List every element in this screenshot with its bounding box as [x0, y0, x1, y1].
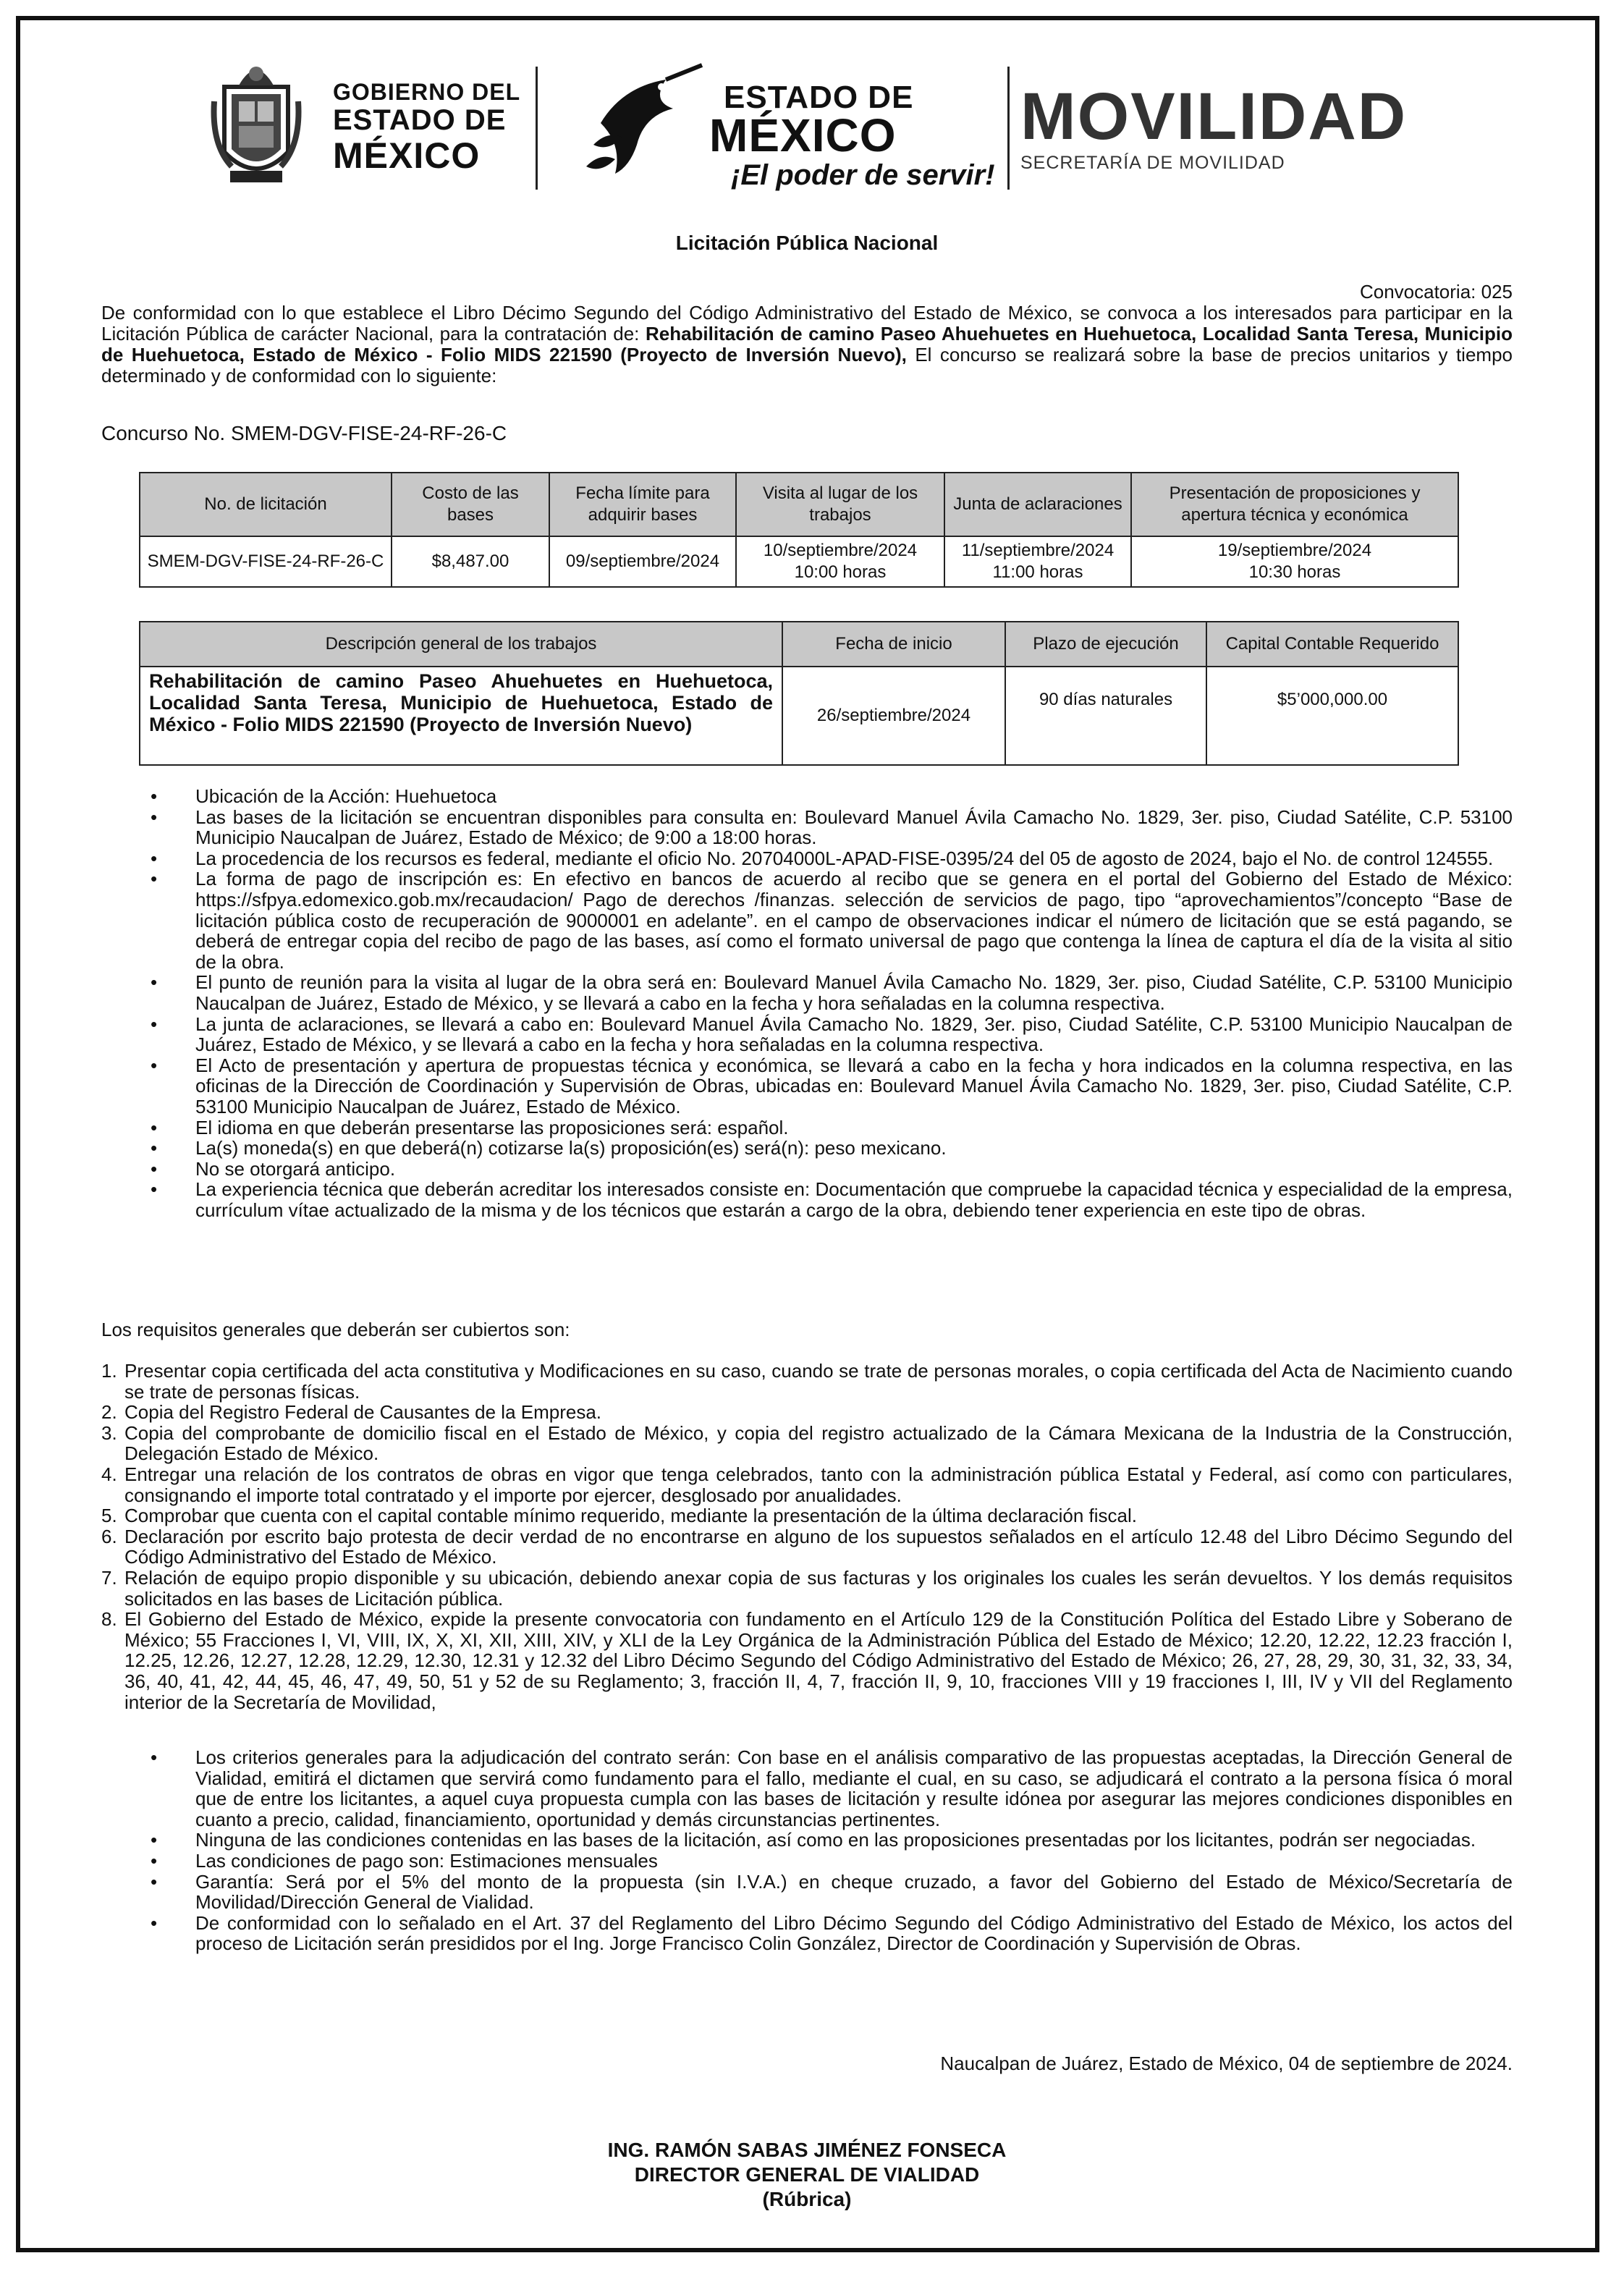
- requirement-number: 2.: [101, 1401, 117, 1424]
- requirement-item: [101, 1361, 1513, 1402]
- requirements-list: [101, 1361, 1513, 1712]
- cell-numero: SMEM-DGV-FISE-24-RF-26-C: [140, 536, 392, 587]
- requirement-number: 5.: [101, 1505, 117, 1527]
- requirement-text: El Gobierno del Estado de México, expide la presente convocatoria con fundamento en el Artículo 129 de la Constitución Política del Estado Libre y Soberano de México; 55 Fracciones I, VI, VIII, IX, X, XI, XII, XIII, XIV, y XLI de la Ley Orgánica de la Administración Pública del Estado de México; 12.20, 12.22, 12.23 fracción I, 12.25, 12.26, 12.27, 12.28, 12.29, 12.30, 12.31 y 12.32 del Libro Décimo Segundo del Código Administrativo del Estado de México; 26, 27, 28, 29, 30, 31, 32, 33, 34, 36, 40, 41, 42, 44, 45, 46, 47, 49, 50, 51 y 52 de su Reglamento; 3, fracción II, 4, 7, fracción II, 9, 10, fracciones VIII y 19 fracciones I, III, IV y VII del Reglamento interior de la Secretaría de Movilidad,: [124, 1608, 1513, 1713]
- movilidad-logo: [1020, 80, 1408, 174]
- table-row: [140, 667, 1458, 765]
- list-item: • No se otorgará anticipo.: [101, 1159, 1513, 1180]
- list-item: • Ubicación de la Acción: Huehuetoca: [101, 786, 1513, 807]
- list-item: • El idioma en que deberán presentarse las proposiciones será: español.: [101, 1117, 1513, 1138]
- junta-hora: 11:00 horas: [992, 562, 1083, 582]
- hummingbird-icon: [586, 58, 709, 181]
- header-visita: Visita al lugar de los trabajos: [736, 473, 944, 536]
- requirement-text: Copia del Registro Federal de Causantes de la Empresa.: [124, 1401, 602, 1424]
- cell-capital: $5’000,000.00: [1206, 667, 1458, 765]
- header-numero: No. de licitación: [140, 473, 392, 536]
- table-header-row: [140, 473, 1458, 536]
- list-item: • Los criterios generales para la adjudicación del contrato serán: Con base en el análisis comparativo de las propuestas aceptadas, la Dirección General de Vialidad, emitirá el dictamen que servirá como fundamento para el fallo, mediante el cual, en su caso, se adjudicará el contrato a la persona física ó moral que de entre los licitantes, a aquel cuya propuesta cumpla con las bases de licitación y resulte idónea por asegurar las mejores condiciones disponibles en cuanto a precio, calidad, financiamiento, oportunidad y demás circunstancias pertinentes.: [101, 1747, 1513, 1830]
- visita-hora: 10:00 horas: [794, 562, 887, 582]
- gobierno-line-2: ESTADO DE: [333, 103, 507, 136]
- state-seal-logo: [210, 58, 303, 185]
- document-title: Licitación Pública Nacional: [675, 232, 939, 254]
- gobierno-line-1: GOBIERNO DEL: [333, 79, 521, 105]
- requirement-text: Entregar una relación de los contratos de obras en vigor que tenga celebrados, tanto con la administración pública Estatal y Federal, así como con particulares, consignando el importe total contratado y el importe por ejercer, desglosado por anualidades.: [124, 1463, 1513, 1506]
- header-plazo: Plazo de ejecución: [1005, 622, 1206, 667]
- cell-junta: [944, 536, 1131, 587]
- requirement-text: Relación de equipo propio disponible y su ubicación, debiendo anexar copia de sus facturas y los originales los cuales les serán devueltos. Y los demás requisitos solicitados en las bases de Licitación pública.: [124, 1566, 1513, 1610]
- list-item: • Garantía: Será por el 5% del monto de la propuesta (sin I.V.A.) en cheque cruzado, a favor del Gobierno del Estado de México/Secretaría de Movilidad/Dirección General de Vialidad.: [101, 1872, 1513, 1913]
- requirement-item: [101, 1609, 1513, 1712]
- requirements-heading: Los requisitos generales que deberán ser cubiertos son:: [101, 1319, 570, 1340]
- requirement-text: Comprobar que cuenta con el capital contable mínimo requerido, mediante la presentación de la última declaración fiscal.: [124, 1505, 1138, 1527]
- table-row: [140, 536, 1458, 587]
- list-item: • La(s) moneda(s) en que deberá(n) cotizarse la(s) proposición(es) será(n): peso mexicano.: [101, 1138, 1513, 1159]
- requirement-item: [101, 1568, 1513, 1609]
- cell-fecha-inicio: 26/septiembre/2024: [782, 667, 1005, 765]
- presentacion-fecha: 19/septiembre/2024: [1217, 541, 1372, 560]
- cell-fecha-limite: 09/septiembre/2024: [549, 536, 736, 587]
- signer-name: ING. RAMÓN SABAS JIMÉNEZ FONSECA: [607, 2139, 1007, 2161]
- licitacion-table: [139, 472, 1459, 588]
- header-divider-2: [1007, 67, 1010, 190]
- list-item: • El Acto de presentación y apertura de propuestas técnica y económica, se llevará a cabo en la fecha y hora indicados en la columna respectiva, en las oficinas de la Dirección de Coordinación y Supervisión de Obras, ubicadas en: Boulevard Manuel Ávila Camacho No. 1829, 3er. piso, Ciudad Satélite, C.P. 53100 Municipio Naucalpan de Juárez, Estado de México.: [101, 1055, 1513, 1117]
- list-item: • De conformidad con lo señalado en el Art. 37 del Reglamento del Libro Décimo Segundo del Código Administrativo del Estado de México, los actos del proceso de Licitación serán presididos por el Ing. Jorge Francisco Colin González, Director de Coordinación y Supervisión de Obras.: [101, 1913, 1513, 1954]
- list-item: • El punto de reunión para la visita al lugar de la obra será en: Boulevard Manuel Ávila Camacho No. 1829, 3er. piso, Ciudad Satélite, C.P. 53100 Municipio Naucalpan de Juárez, Estado de México, y se llevará a cabo en la fecha y hora señaladas en la columna respectiva.: [101, 972, 1513, 1013]
- cell-costo: $8,487.00: [392, 536, 549, 587]
- intro-paragraph: [101, 303, 1513, 386]
- requirement-text: Copia del comprobante de domicilio fiscal en el Estado de México, y copia del registro actualizado de la Cámara Mexicana de la Industria de la Construcción, Delegación Estado de México.: [124, 1421, 1513, 1465]
- header-fecha-inicio: Fecha de inicio: [782, 622, 1005, 667]
- requirement-number: 8.: [101, 1608, 117, 1631]
- movilidad-title: MOVILIDAD: [1020, 80, 1408, 153]
- list-item: • Ninguna de las condiciones contenidas en las bases de la licitación, así como en las proposiciones presentadas por los licitantes, podrán ser negociadas.: [101, 1830, 1513, 1851]
- cell-presentacion: [1131, 536, 1458, 587]
- estado-line-1: ESTADO DE: [724, 80, 914, 115]
- list-item: • Las bases de la licitación se encuentran disponibles para consulta en: Boulevard Manuel Ávila Camacho No. 1829, 3er. piso, Ciudad Satélite, C.P. 53100 Municipio Naucalpan de Juárez, Estado de México; de 9:00 a 18:00 horas.: [101, 807, 1513, 848]
- signature-block: [101, 2138, 1513, 2212]
- presentacion-hora: 10:30 horas: [1248, 562, 1341, 582]
- estado-line-2: MÉXICO: [709, 109, 897, 161]
- requirement-item: [101, 1464, 1513, 1505]
- header-costo: Costo de las bases: [392, 473, 549, 536]
- header-descripcion: Descripción general de los trabajos: [140, 622, 782, 667]
- gobierno-wordmark: [333, 80, 520, 175]
- list-item: • La procedencia de los recursos es federal, mediante el oficio No. 20704000L-APAD-FISE-0395/24 del 05 de agosto de 2024, bajo el No. de control 124555.: [101, 848, 1513, 869]
- conditions-list: [101, 786, 1513, 1220]
- concurso-number: Concurso No. SMEM-DGV-FISE-24-RF-26-C: [101, 422, 507, 444]
- requirement-item: [101, 1402, 1513, 1423]
- header-capital: Capital Contable Requerido: [1206, 622, 1458, 667]
- gobierno-line-3: MÉXICO: [333, 135, 481, 176]
- movilidad-subtitle: SECRETARÍA DE MOVILIDAD: [1020, 153, 1285, 173]
- requirement-number: 7.: [101, 1566, 117, 1589]
- cell-visita: [736, 536, 944, 587]
- requirement-item: [101, 1423, 1513, 1464]
- list-item: • La forma de pago de inscripción es: En efectivo en bancos de acuerdo al recibo que se genera en el portal del Gobierno del Estado de México: https://sfpya.edomexico.gob.mx/recaudacion/ Pago de derechos /finanzas. selección de servicios de pago, tipo “aprovechamientos”/concepto “Base de licitación pública costo de recuperación de 9000001 en adelante”. en el campo de observaciones indicar el número de licitación que se está pagando, se deberá de entregar copia del recibo de pago de las bases, así como el formato universal de pago que contenga la línea de captura el día de la visita al sitio de la obra.: [101, 868, 1513, 972]
- requirement-number: 3.: [101, 1421, 117, 1444]
- table-header-row: [140, 622, 1458, 667]
- header-junta: Junta de aclaraciones: [944, 473, 1131, 536]
- requirement-number: 6.: [101, 1525, 117, 1547]
- header-divider: [536, 67, 538, 190]
- award-conditions-list: [101, 1747, 1513, 1954]
- requirement-text: Presentar copia certificada del acta constitutiva y Modificaciones en su caso, cuando se trate de personas morales, o copia certificada del Acta de Nacimiento cuando se trate de personas físicas.: [124, 1360, 1513, 1403]
- convocatoria-number: Convocatoria: 025: [1359, 281, 1513, 303]
- cell-descripcion: Rehabilitación de camino Paseo Ahuehuetes en Huehuetoca, Localidad Santa Teresa, Municipio de Huehuetoca, Estado de México - Folio MIDS 221590 (Proyecto de Inversión Nuevo): [140, 667, 782, 765]
- intro-project-name: Rehabilitación de camino Paseo Ahuehuetes en Huehuetoca, Localidad Santa Teresa, Municipio de Huehuetoca, Estado de México - Folio MIDS 221590 (Proyecto de Inversión Nuevo),: [101, 323, 1513, 365]
- requirement-item: [101, 1505, 1513, 1526]
- signer-title: DIRECTOR GENERAL DE VIALIDAD: [634, 2163, 980, 2186]
- requirement-text: Declaración por escrito bajo protesta de decir verdad de no encontrarse en alguno de los supuestos señalados en el artículo 12.48 del Libro Décimo Segundo del Código Administrativo del Estado de México.: [124, 1525, 1513, 1568]
- header-fecha-limite: Fecha límite para adquirir bases: [549, 473, 736, 536]
- requirement-number: 1.: [101, 1360, 117, 1382]
- cell-plazo: 90 días naturales: [1005, 667, 1206, 765]
- place-and-date: Naucalpan de Juárez, Estado de México, 04 de septiembre de 2024.: [940, 2053, 1513, 2074]
- intro-text-1: De conformidad con lo que establece el Libro Décimo Segundo del Código Administrativo del Estado de México, se convoca a los interesados para participar en la Licitación Pública de carácter Nacional, para la contratación de:: [101, 302, 1513, 345]
- trabajos-table: [139, 621, 1459, 766]
- estado-de-mexico-logo: [586, 58, 1006, 191]
- estado-slogan: ¡El poder de servir!: [731, 159, 995, 191]
- visita-fecha: 10/septiembre/2024: [763, 541, 918, 560]
- header-presentacion: Presentación de proposiciones y apertura técnica y económica: [1131, 473, 1458, 536]
- list-item: • Las condiciones de pago son: Estimaciones mensuales: [101, 1851, 1513, 1872]
- list-item: • La junta de aclaraciones, se llevará a cabo en: Boulevard Manuel Ávila Camacho No. 1829, 3er. piso, Ciudad Satélite, C.P. 53100 Municipio Naucalpan de Juárez, Estado de México, y se llevará a cabo en la fecha y hora señaladas en la columna respectiva.: [101, 1014, 1513, 1055]
- requirement-item: [101, 1526, 1513, 1568]
- list-item: • La experiencia técnica que deberán acreditar los interesados consiste en: Documentación que compruebe la capacidad técnica y especialidad de la empresa, currículum vítae actualizado de la misma y de los técnicos que estarán a cargo de la obra, debiendo tener experiencia en este tipo de obras.: [101, 1179, 1513, 1220]
- junta-fecha: 11/septiembre/2024: [961, 541, 1115, 560]
- requirement-number: 4.: [101, 1463, 117, 1485]
- header: [101, 51, 1513, 195]
- intro-text-2: El concurso se realizará sobre la base de precios unitarios y tiempo determinado y de conformidad con lo siguiente:: [101, 344, 1513, 386]
- signature-note: (Rúbrica): [762, 2188, 852, 2210]
